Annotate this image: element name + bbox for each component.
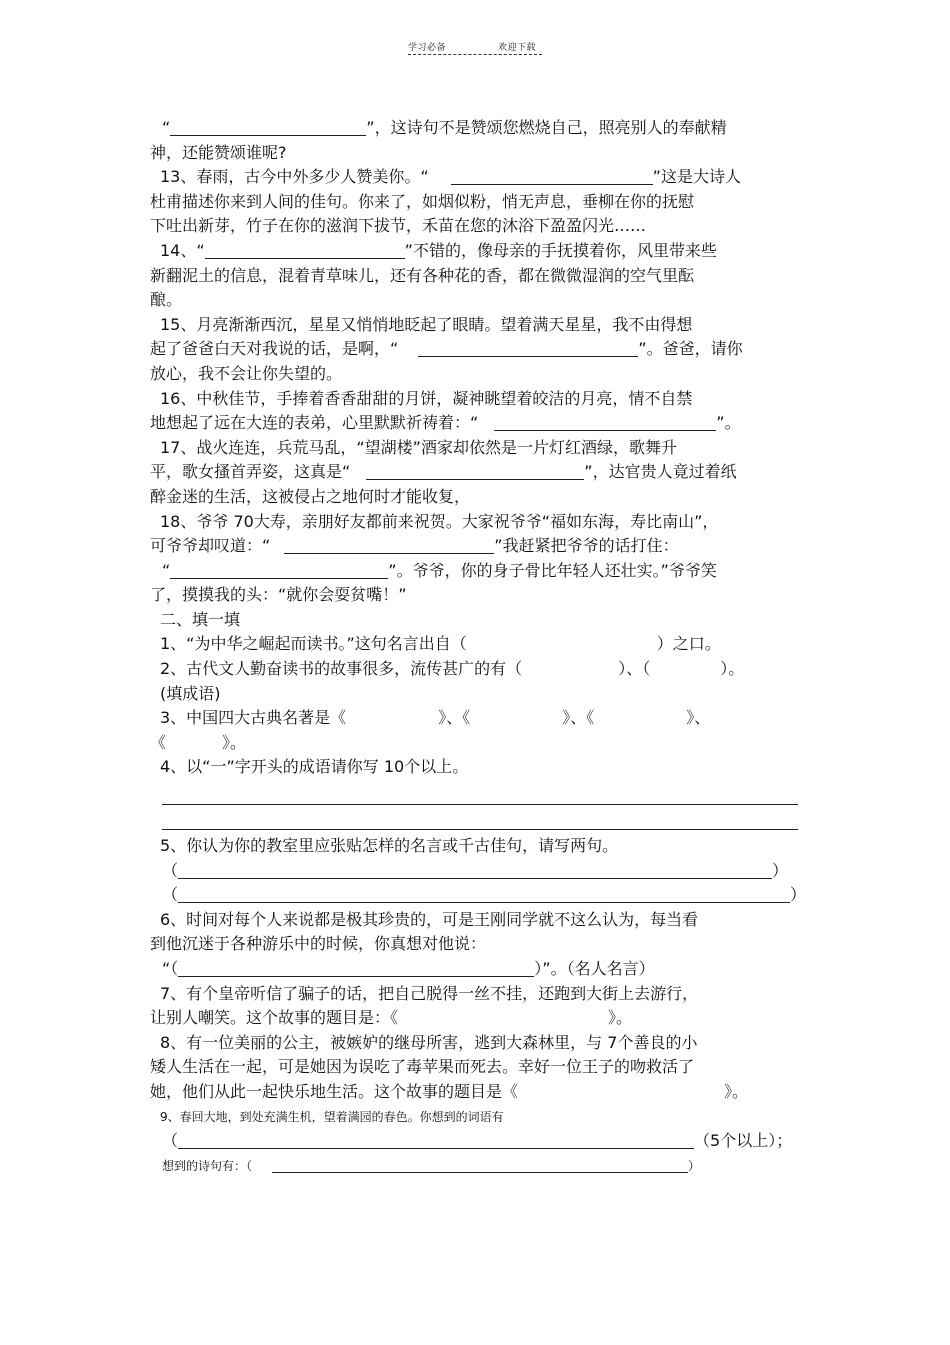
answer-blank[interactable] <box>418 340 638 357</box>
answer-blank[interactable] <box>451 168 653 185</box>
answer-blank[interactable] <box>178 960 534 977</box>
question-13: 13、春雨，古今中外多少人赞美你。“ ”这是大诗人 <box>160 167 741 187</box>
answer-blank[interactable] <box>178 862 772 879</box>
answer-line[interactable] <box>162 780 798 805</box>
fill-item-5: 5、你认为你的教室里应张贴怎样的名言或千古佳句，请写两句。 <box>160 836 619 856</box>
question-17: 17、战火连连，兵荒马乱，“望湖楼”酒家却依然是一片灯红酒绿，歌舞升 <box>160 437 677 457</box>
text-line: 平，歌女搔首弄姿，这真是“ ”，达官贵人竟过着纸 <box>150 462 737 482</box>
text-line: 杜甫描述你来到人间的佳句。你来了，如烟似粉，悄无声息，垂柳在你的抚慰 <box>150 191 695 211</box>
header-right-text: 欢迎下载 <box>498 43 537 53</box>
section-title: 二、填一填 <box>160 609 241 629</box>
text-line: 醉金迷的生活，这被侵占之地何时才能收复， <box>150 486 471 506</box>
answer-blank[interactable] <box>178 886 790 903</box>
answer-blank[interactable] <box>272 1156 688 1173</box>
fill-item-6: 6、时间对每个人来说都是极其珍贵的，可是王刚同学就不这么认为，每当看 <box>160 909 699 929</box>
text-line: （ ） <box>162 885 807 905</box>
answer-blank[interactable] <box>205 242 405 259</box>
text-line: 起了爸爸白天对我说的话，是啊，“ ”。爸爸，请你 <box>150 339 743 359</box>
answer-blank[interactable] <box>178 1132 694 1149</box>
text-line: 《 》。 <box>150 732 247 752</box>
text-line: （ ） <box>162 860 789 880</box>
fill-item-1: 1、“为中华之崛起而读书。”这句名言出自（ ）之口。 <box>160 634 721 654</box>
text-line: 酿。 <box>150 290 183 310</box>
question-16: 16、中秋佳节，手捧着香香甜甜的月饼，凝神眺望着皎洁的月亮，情不自禁 <box>160 388 693 408</box>
text-line: 让别人嘲笑。这个故事的题目是：《 》。 <box>150 1008 633 1028</box>
text-line: 可爷爷却叹道：“ ”我赶紧把爷爷的话打住： <box>150 536 679 556</box>
text-line: “（ ）”。（名人名言） <box>162 959 655 978</box>
answer-blank[interactable] <box>494 414 716 431</box>
text-line: （ （5个以上）； <box>162 1131 793 1151</box>
fill-item-4: 4、以“一”字开头的成语请你写 10个以上。 <box>160 757 469 777</box>
text-line: 下吐出新芽，竹子在你的滋润下拔节，禾苗在您的沐浴下盈盈闪光…… <box>150 216 647 236</box>
text-line: “ ”，这诗句不是赞颂您燃烧自己，照亮别人的奉献精 <box>162 118 727 137</box>
answer-line[interactable] <box>162 805 798 830</box>
question-15: 15、月亮渐渐西沉，星星又悄悄地眨起了眼睛。望着满天星星，我不由得想 <box>160 314 693 334</box>
answer-blank[interactable] <box>170 562 388 579</box>
text-line: 放心，我不会让你失望的。 <box>150 363 343 383</box>
question-14: 14、“ ”不错的，像母亲的手抚摸着你，风里带来些 <box>160 240 717 260</box>
fill-item-9: 9、春回大地，到处充满生机，望着满园的春色。你想到的词语有 <box>160 1109 504 1124</box>
fill-item-3: 3、中国四大古典名著是《 》、《 》、《 》、 <box>160 708 711 728</box>
text-line: (填成语) <box>160 683 221 703</box>
worksheet-body <box>150 116 807 1178</box>
text-line: “ ”。爷爷，你的身子骨比年轻人还壮实。”爷爷笑 <box>162 560 717 580</box>
text-line: 到他沉迷于各种游乐中的时候，你真想对他说： <box>150 934 487 954</box>
fill-item-8: 8、有一位美丽的公主，被嫉妒的继母所害，逃到大森林里，与 7个善良的小 <box>160 1032 698 1052</box>
text-line: 矮人生活在一起，可是她因为误吃了毒苹果而死去。幸好一位王子的吻救活了 <box>150 1057 695 1077</box>
question-18: 18、爷爷 70大寿，亲朋好友都前来祝贺。大家祝爷爷“福如东海，寿比南山”， <box>160 511 719 531</box>
text-line: 了，摸摸我的头：“就你会耍贫嘴！” <box>150 585 407 605</box>
fill-item-7: 7、有个皇帝听信了骗子的话，把自己脱得一丝不挂，还跑到大街上去游行， <box>160 983 699 1003</box>
header-left-text: 学习必备 <box>408 43 447 53</box>
header-divider <box>408 54 542 55</box>
text-line: 想到的诗句有：（ ） <box>150 1154 800 1179</box>
fill-item-2: 2、古代文人勤奋读书的故事很多，流传甚广的有（ ）、（ ）。 <box>160 659 745 679</box>
text-line: 地想起了远在大连的表弟，心里默默祈祷着：“ ”。 <box>150 413 741 433</box>
text-line: 神，还能赞颂谁呢? <box>150 142 287 162</box>
answer-blank[interactable] <box>284 537 494 554</box>
answer-blank[interactable] <box>170 119 366 136</box>
answer-blank[interactable] <box>366 463 584 480</box>
text-line: 新翻泥土的信息，混着青草味儿，还有各种花的香，都在微微湿润的空气里酝 <box>150 265 695 285</box>
text-line: 她，他们从此一起快乐地生活。这个故事的题目是《 》。 <box>150 1081 749 1101</box>
